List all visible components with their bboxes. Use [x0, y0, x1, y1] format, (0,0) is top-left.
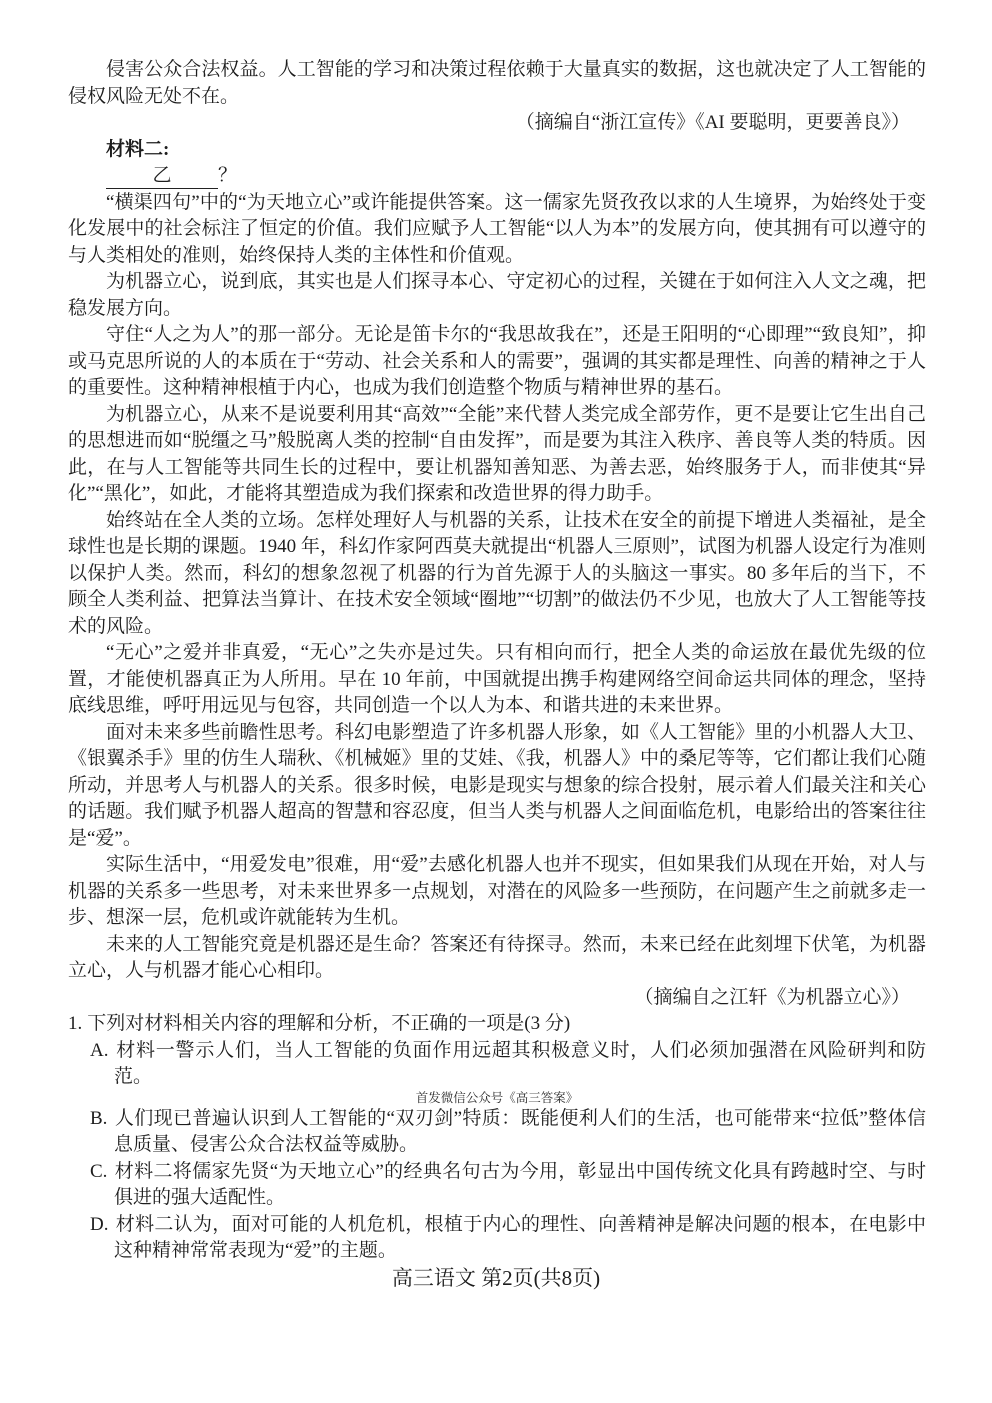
paragraph: 守住“人之为人”的那一部分。无论是笛卡尔的“我思故我在”，还是王阳明的“心即理”“致良知”，抑或马克思所说的人的本质在于“劳动、社会关系和人的需要”，强调的其实都是理性、向善的精神之于人的重要性。这种精神根植于内心，也成为我们创造整个物质与精神世界的基石。	[68, 324, 926, 398]
paragraph: 为机器立心，从来不是说要利用其“高效”“全能”来代替人类完成全部劳作，更不是要让它生出自己的思想进而如“脱缰之马”般脱离人类的控制“自由发挥”，而是要为其注入秩序、善良等人类的特质。因此，在与人工智能等共同生长的过程中，要让机器知善知恶、为善去恶，始终服务于人，而非使其“异化”“黑化”，如此，才能将其塑造成为我们探索和改造世界的得力助手。	[68, 403, 926, 504]
paragraph: 为机器立心，说到底，其实也是人们探寻本心、守定初心的过程，关键在于如何注入人文之魂，把稳发展方向。	[68, 271, 926, 319]
question-stem	[68, 1011, 926, 1038]
option-a-text: 材料一警示人们，当人工智能的负面作用远超其积极意义时，人们必须加强潜在风险研判和防范。	[114, 1039, 926, 1087]
paragraph: 面对未来多些前瞻性思考。科幻电影塑造了许多机器人形象，如《人工智能》里的小机器人大卫、《银翼杀手》里的仿生人瑞秋、《机械姬》里的艾娃、《我，机器人》中的桑尼等等，它们都让我们心随所动，并思考人与机器人的关系。很多时候，电影是现实与想象的综合投射，展示着人们最关注和关心的话题。我们赋予机器人超高的智慧和容忍度，但当人类与机器人之间面临危机，电影给出的答案往往是“爱”。	[68, 721, 926, 849]
document-body	[68, 57, 926, 1265]
material2-heading: 材料二:	[106, 138, 170, 160]
citation-material1: （摘编自“浙江宣传》《AI 要聪明，更要善良》）	[515, 112, 910, 133]
option-d-text: 材料二认为，面对可能的人机危机，根植于内心的理性、向善精神是解决问题的根本，在电影中这种精神常常表现为“爱”的主题。	[114, 1213, 926, 1261]
continuation-paragraph: 侵害公众合法权益。人工智能的学习和决策过程依赖于大量真实的数据，这也就决定了人工智能的侵权风险无处不在。	[68, 59, 926, 107]
option-a	[68, 1038, 926, 1091]
blank-fill-line	[68, 163, 926, 190]
paragraph: “无心”之爱并非真爱，“无心”之失亦是过失。只有相向而行，把全人类的命运放在最优先级的位置，才能使机器真正为人所用。早在 10 年前，中国就提出携手构建网络空间命运共同体的理念，坚持底线思维，呼吁用远见与包容，共同创造一个以人为本、和谐共进的未来世界。	[68, 642, 926, 716]
citation-material2: （摘编自之江轩《为机器立心》）	[634, 986, 910, 1008]
option-a-label: A.	[90, 1039, 109, 1061]
option-b	[68, 1106, 926, 1159]
blank-question-mark: ？	[218, 165, 238, 186]
option-d	[68, 1212, 926, 1265]
paragraph: 未来的人工智能究竟是机器还是生命？答案还有待探寻。然而，未来已经在此刻埋下伏笔，为机器立心，人与机器才能心心相印。	[68, 933, 926, 981]
question-number: 1.	[68, 1013, 83, 1034]
paragraph: 实际生活中，“用爱发电”很难，用“爱”去感化机器人也并不现实，但如果我们从现在开始，对人与机器的关系多一些思考，对未来世界多一点规划，对潜在的风险多一些预防，在问题产生之前就多走一步、想深一层，危机或许就能转为生机。	[68, 854, 926, 928]
option-c-label: C.	[90, 1160, 108, 1182]
paragraph: 始终站在全人类的立场。怎样处理好人与机器的关系，让技术在安全的前提下增进人类福祉，是全球性也是长期的课题。1940 年，科幻作家阿西莫夫就提出“机器人三原则”，试图为机器人设定行为准则以保护人类。然而，科幻的想象忽视了机器的行为首先源于人的头脑这一事实。80 多年后的当下，不顾全人类利益、把算法当算计、在技术安全领域“圈地”“切割”的做法仍不少见，也放大了人工智能等技术的风险。	[68, 509, 926, 637]
option-d-label: D.	[90, 1213, 109, 1235]
page-footer: 高三语文 第2页(共8页)	[391, 1266, 601, 1290]
blank-underline: 乙	[106, 164, 218, 189]
option-c-text: 材料二将儒家先贤“为天地立心”的经典名句古为今用，彰显出中国传统文化具有跨越时空、与时俱进的强大适配性。	[114, 1160, 926, 1208]
option-c	[68, 1159, 926, 1212]
question-stem-text: 下列对材料相关内容的理解和分析，不正确的一项是(3 分)	[87, 1013, 571, 1034]
question-1	[68, 1011, 926, 1265]
option-b-label: B.	[90, 1107, 108, 1129]
paragraph: “横渠四句”中的“为天地立心”或许能提供答案。这一儒家先贤孜孜以求的人生境界，为始终处于变化发展中的社会标注了恒定的价值。我们应赋予人工智能“以人为本”的发展方向，使其拥有可以遵守的与人类相处的准则，始终保持人类的主体性和价值观。	[68, 191, 926, 266]
watermark-text: 首发微信公众号《高三答案》	[415, 1090, 579, 1105]
option-b-text: 人们现已普遍认识到人工智能的“双刃剑”特质：既能便利人们的生活，也可能带来“拉低”整体信息质量、侵害公众合法权益等威胁。	[114, 1107, 926, 1155]
